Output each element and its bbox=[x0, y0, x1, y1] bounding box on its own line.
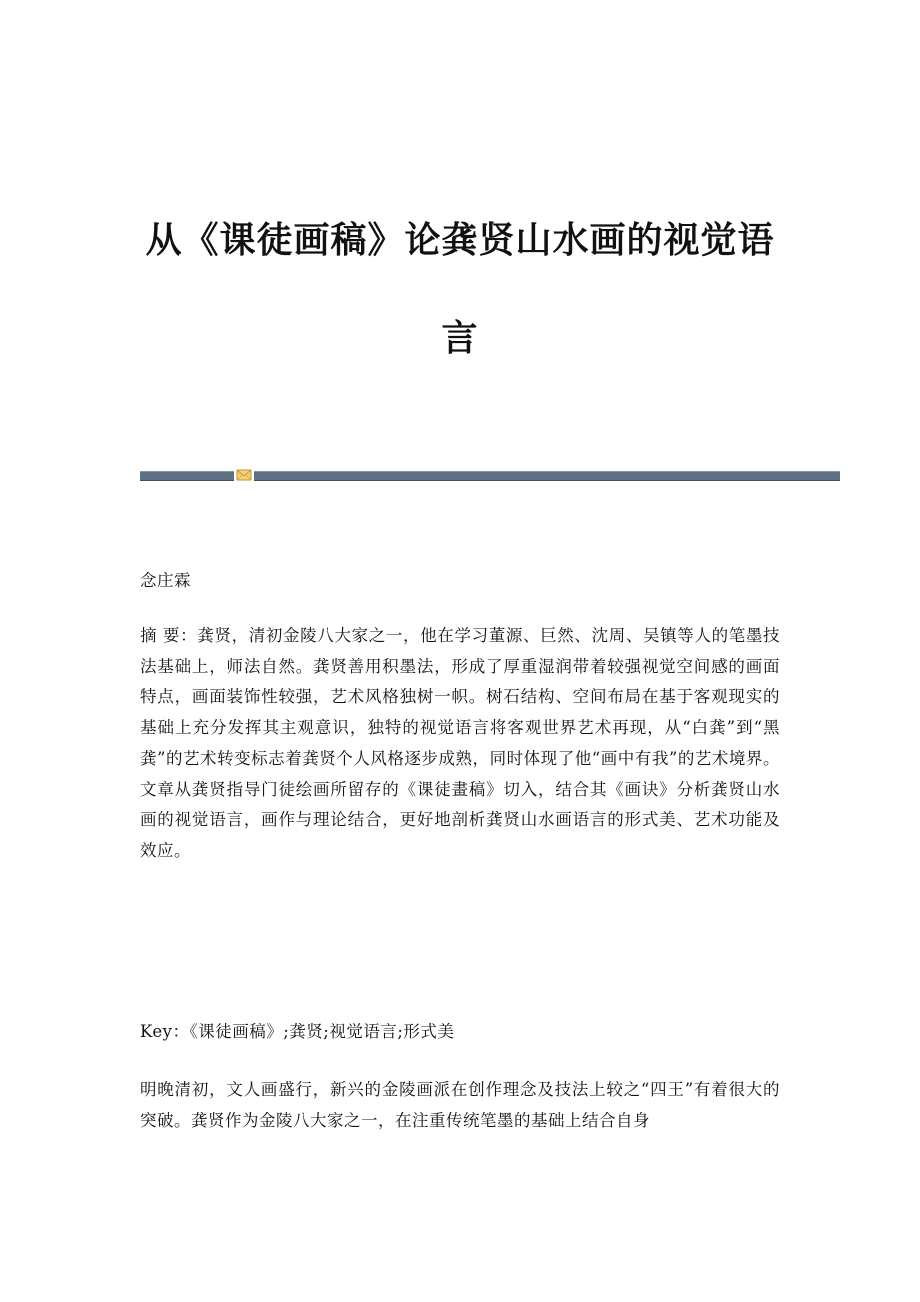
document-title-line1: 从《课徒画稿》论龚贤山水画的视觉语 bbox=[145, 219, 775, 261]
title-divider-left bbox=[140, 471, 234, 481]
divider-ornament-icon bbox=[236, 468, 252, 482]
document-title-line2: 言 bbox=[441, 317, 479, 359]
author-name: 念庄霖 bbox=[140, 571, 191, 590]
keywords-line: Key：《课徒画稿》;龚贤;视觉语言;形式美 bbox=[140, 1022, 455, 1041]
abstract-paragraph: 摘 要：龚贤，清初金陵八大家之一，他在学习董源、巨然、沈周、吴镇等人的笔墨技法基础上，师法自然。龚贤善用积墨法，形成了厚重湿润带着较强视觉空间感的画面特点，画面装饰性较强，艺术风格独树一帜。树石结构、空间布局在基于客观现实的基础上充分发挥其主观意识，独特的视觉语言将客观世界艺术再现，从“白龚”到“黑龚”的艺术转变标志着龚贤个人风格逐步成熟，同时体现了他“画中有我”的艺术境界。文章从龚贤指导门徒绘画所留存的《课徒畫稿》切入，结合其《画诀》分析龚贤山水画的视觉语言，画作与理论结合，更好地剖析龚贤山水画语言的形式美、艺术功能及效应。 bbox=[140, 626, 780, 860]
body-paragraph: 明晚清初，文人画盛行，新兴的金陵画派在创作理念及技法上较之“四王”有着很大的突破。龚贤作为金陵八大家之一，在注重传统笔墨的基础上结合自身 bbox=[140, 1080, 780, 1130]
title-divider-right bbox=[254, 471, 840, 481]
